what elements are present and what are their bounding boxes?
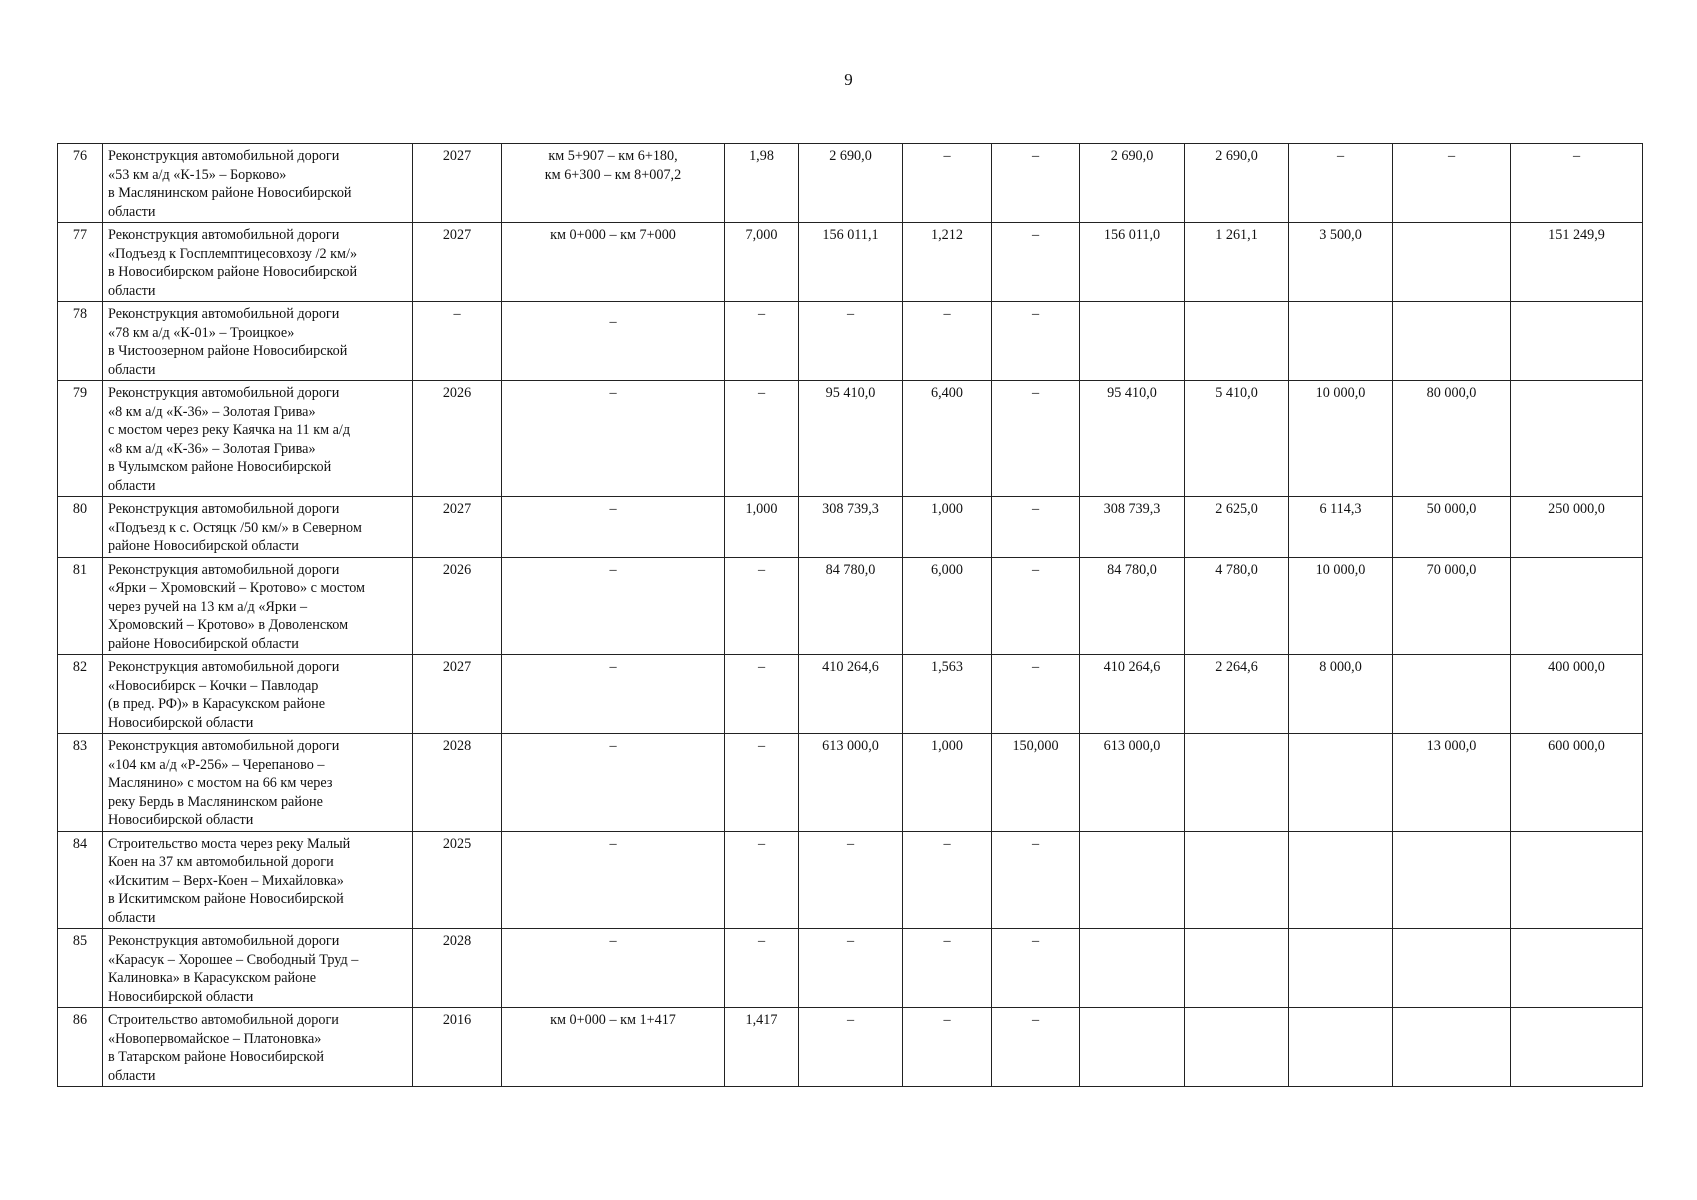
financing-cell-11: 10 000,0 xyxy=(1289,381,1393,497)
value-cell-7: – xyxy=(903,929,992,1008)
length-km-cell: – xyxy=(725,381,799,497)
object-name-cell xyxy=(103,144,413,223)
total-cost-cell: 84 780,0 xyxy=(799,557,903,655)
table-row xyxy=(58,302,1643,381)
object-name-line: Реконструкция автомобильной дороги xyxy=(108,738,340,754)
value-cell-8: – xyxy=(992,302,1080,381)
financing-total-cell: 2 690,0 xyxy=(1080,144,1185,223)
value-cell-7: – xyxy=(903,144,992,223)
value-cell-7: 1,563 xyxy=(903,655,992,734)
financing-cell-13 xyxy=(1511,557,1643,655)
value-cell-7: 6,400 xyxy=(903,381,992,497)
object-name-line: Реконструкция автомобильной дороги xyxy=(108,561,340,578)
year-cell: 2027 xyxy=(413,144,502,223)
year-cell: 2027 xyxy=(413,655,502,734)
object-name-line: «Искитим – Верх-Коен – Михайловка» xyxy=(108,872,344,889)
financing-cell-11 xyxy=(1289,302,1393,381)
object-name-cell xyxy=(103,655,413,734)
row-number-cell: 78 xyxy=(58,302,103,381)
object-name-line: Реконструкция автомобильной дороги xyxy=(108,148,340,164)
financing-cell-13: – xyxy=(1511,144,1643,223)
value-cell-7: 6,000 xyxy=(903,557,992,655)
object-name-line: «Подъезд к Госплемптицесовхозу /2 км/» xyxy=(108,245,358,262)
road-section-cell xyxy=(502,144,725,223)
financing-cell-11 xyxy=(1289,929,1393,1008)
object-name-line: в Искитимском районе Новосибирской xyxy=(108,891,344,907)
road-section-line: – xyxy=(609,501,617,517)
object-name-cell xyxy=(103,831,413,929)
object-name-line: Строительство автомобильной дороги xyxy=(108,1012,339,1028)
object-name-line: через ручей на 13 км а/д «Ярки – xyxy=(108,598,308,615)
year-cell: 2028 xyxy=(413,929,502,1008)
object-name-line: «Карасук – Хорошее – Свободный Труд – xyxy=(108,951,359,968)
object-name-line: «104 км а/д «Р-256» – Черепаново – xyxy=(108,756,325,773)
row-number-cell: 83 xyxy=(58,734,103,832)
object-name-line: области xyxy=(108,1067,156,1084)
road-section-cell xyxy=(502,929,725,1008)
object-name-line: Коен на 37 км автомобильной дороги xyxy=(108,854,334,870)
financing-cell-12: 80 000,0 xyxy=(1393,381,1511,497)
object-name-line: области xyxy=(108,361,156,378)
financing-total-cell xyxy=(1080,302,1185,381)
value-cell-7: – xyxy=(903,831,992,929)
total-cost-cell: 95 410,0 xyxy=(799,381,903,497)
value-cell-8: – xyxy=(992,929,1080,1008)
object-name-line: «53 км а/д «К-15» – Борково» xyxy=(108,166,287,183)
financing-total-cell: 84 780,0 xyxy=(1080,557,1185,655)
financing-cell-11 xyxy=(1289,1008,1393,1087)
table-row xyxy=(58,734,1643,832)
financing-cell-12 xyxy=(1393,929,1511,1008)
length-km-cell: – xyxy=(725,302,799,381)
object-name-line: (в пред. РФ)» в Карасукском районе xyxy=(108,696,326,712)
financing-cell-13 xyxy=(1511,381,1643,497)
value-cell-7: – xyxy=(903,302,992,381)
year-cell: 2016 xyxy=(413,1008,502,1087)
object-name-line: Реконструкция автомобильной дороги xyxy=(108,385,340,401)
object-name-line: «78 км а/д «К-01» – Троицкое» xyxy=(108,324,295,341)
object-name-line: области xyxy=(108,282,156,299)
value-cell-8: – xyxy=(992,1008,1080,1087)
table-row xyxy=(58,557,1643,655)
financing-total-cell xyxy=(1080,831,1185,929)
financing-cell-11: 3 500,0 xyxy=(1289,223,1393,302)
year-cell: 2025 xyxy=(413,831,502,929)
object-name-line: Реконструкция автомобильной дороги xyxy=(108,659,340,675)
total-cost-cell: 2 690,0 xyxy=(799,144,903,223)
object-name-cell xyxy=(103,381,413,497)
object-name-line: «Ярки – Хромовский – Кротово» с мостом xyxy=(108,580,366,596)
length-km-cell: – xyxy=(725,557,799,655)
object-name-cell xyxy=(103,497,413,558)
length-km-cell: – xyxy=(725,929,799,1008)
table-row xyxy=(58,497,1643,558)
length-km-cell: 7,000 xyxy=(725,223,799,302)
value-cell-8: – xyxy=(992,831,1080,929)
table-row xyxy=(58,655,1643,734)
road-section-line: км 5+907 – км 6+180, xyxy=(548,148,678,164)
road-section-cell xyxy=(502,381,725,497)
year-cell: 2026 xyxy=(413,557,502,655)
object-name-line: «Подъезд к с. Остяцк /50 км/» в Северном xyxy=(108,519,362,536)
table-row xyxy=(58,144,1643,223)
total-cost-cell: – xyxy=(799,929,903,1008)
road-section-cell xyxy=(502,497,725,558)
financing-cell-10 xyxy=(1185,302,1289,381)
road-section-cell xyxy=(502,1008,725,1087)
object-name-line: области xyxy=(108,909,156,926)
road-section-line: – xyxy=(609,561,617,578)
financing-cell-10 xyxy=(1185,734,1289,832)
road-section-line: – xyxy=(609,385,617,401)
financing-cell-13: 250 000,0 xyxy=(1511,497,1643,558)
road-section-line: км 6+300 – км 8+007,2 xyxy=(544,166,682,183)
object-name-cell xyxy=(103,734,413,832)
road-section-line: – xyxy=(609,738,617,754)
financing-cell-10: 1 261,1 xyxy=(1185,223,1289,302)
year-cell: 2027 xyxy=(413,223,502,302)
road-section-cell xyxy=(502,557,725,655)
value-cell-8: – xyxy=(992,223,1080,302)
total-cost-cell: 156 011,1 xyxy=(799,223,903,302)
financing-cell-12 xyxy=(1393,223,1511,302)
financing-cell-12 xyxy=(1393,302,1511,381)
total-cost-cell: 613 000,0 xyxy=(799,734,903,832)
row-number-cell: 77 xyxy=(58,223,103,302)
road-section-cell xyxy=(502,302,725,381)
financing-cell-12: 50 000,0 xyxy=(1393,497,1511,558)
total-cost-cell: – xyxy=(799,1008,903,1087)
object-name-line: Новосибирской области xyxy=(108,714,254,731)
object-name-line: в Маслянинском районе Новосибирской xyxy=(108,185,352,201)
road-section-cell xyxy=(502,655,725,734)
road-section-cell xyxy=(502,223,725,302)
financing-cell-11: 6 114,3 xyxy=(1289,497,1393,558)
value-cell-7: – xyxy=(903,1008,992,1087)
year-cell: – xyxy=(413,302,502,381)
object-name-line: Новосибирской области xyxy=(108,988,254,1005)
financing-total-cell: 95 410,0 xyxy=(1080,381,1185,497)
row-number-cell: 86 xyxy=(58,1008,103,1087)
object-name-line: «Новосибирск – Кочки – Павлодар xyxy=(108,677,319,694)
value-cell-8: – xyxy=(992,655,1080,734)
financing-cell-10 xyxy=(1185,831,1289,929)
year-cell: 2028 xyxy=(413,734,502,832)
total-cost-cell: – xyxy=(799,302,903,381)
financing-cell-11: 10 000,0 xyxy=(1289,557,1393,655)
object-name-line: с мостом через реку Каячка на 11 км а/д xyxy=(108,422,351,438)
object-name-line: Калиновка» в Карасукском районе xyxy=(108,970,317,986)
object-name-line: реку Бердь в Маслянинском районе xyxy=(108,793,323,810)
object-name-line: области xyxy=(108,203,156,220)
length-km-cell: – xyxy=(725,734,799,832)
financing-total-cell: 410 264,6 xyxy=(1080,655,1185,734)
object-name-line: в Татарском районе Новосибирской xyxy=(108,1049,324,1065)
object-name-cell xyxy=(103,929,413,1008)
financing-total-cell xyxy=(1080,1008,1185,1087)
financing-cell-10: 4 780,0 xyxy=(1185,557,1289,655)
object-name-line: Реконструкция автомобильной дороги xyxy=(108,501,340,517)
road-section-cell xyxy=(502,734,725,832)
financing-cell-12: 70 000,0 xyxy=(1393,557,1511,655)
row-number-cell: 80 xyxy=(58,497,103,558)
financing-cell-10: 2 690,0 xyxy=(1185,144,1289,223)
financing-cell-13 xyxy=(1511,1008,1643,1087)
year-cell: 2027 xyxy=(413,497,502,558)
value-cell-8: 150,000 xyxy=(992,734,1080,832)
object-name-line: Реконструкция автомобильной дороги xyxy=(108,933,340,949)
object-name-line: Новосибирской области xyxy=(108,812,254,828)
object-name-cell xyxy=(103,223,413,302)
object-name-line: в Чистоозерном районе Новосибирской xyxy=(108,343,348,359)
table-body xyxy=(58,144,1643,1087)
road-section-line: км 0+000 – км 7+000 xyxy=(550,227,676,243)
object-name-cell xyxy=(103,557,413,655)
financing-cell-11: – xyxy=(1289,144,1393,223)
financing-total-cell xyxy=(1080,929,1185,1008)
financing-total-cell: 156 011,0 xyxy=(1080,223,1185,302)
financing-total-cell: 308 739,3 xyxy=(1080,497,1185,558)
page-number: 9 xyxy=(844,70,853,89)
financing-cell-13 xyxy=(1511,831,1643,929)
table-row xyxy=(58,223,1643,302)
value-cell-7: 1,212 xyxy=(903,223,992,302)
object-name-cell xyxy=(103,1008,413,1087)
object-name-line: районе Новосибирской области xyxy=(108,635,299,652)
road-projects-table xyxy=(57,143,1643,1087)
length-km-cell: 1,98 xyxy=(725,144,799,223)
financing-cell-10: 2 264,6 xyxy=(1185,655,1289,734)
length-km-cell: 1,417 xyxy=(725,1008,799,1087)
object-name-line: районе Новосибирской области xyxy=(108,538,299,554)
row-number-cell: 85 xyxy=(58,929,103,1008)
value-cell-8: – xyxy=(992,557,1080,655)
object-name-line: «8 км а/д «К-36» – Золотая Грива» xyxy=(108,403,316,420)
financing-cell-13 xyxy=(1511,929,1643,1008)
financing-cell-10: 5 410,0 xyxy=(1185,381,1289,497)
financing-cell-11: 8 000,0 xyxy=(1289,655,1393,734)
value-cell-8: – xyxy=(992,144,1080,223)
row-number-cell: 81 xyxy=(58,557,103,655)
road-section-line: – xyxy=(609,835,617,852)
value-cell-7: 1,000 xyxy=(903,497,992,558)
table-row xyxy=(58,381,1643,497)
length-km-cell: 1,000 xyxy=(725,497,799,558)
road-section-line xyxy=(506,305,720,313)
table-row xyxy=(58,1008,1643,1087)
road-section-line: – xyxy=(609,933,617,949)
length-km-cell: – xyxy=(725,831,799,929)
financing-cell-12 xyxy=(1393,1008,1511,1087)
financing-cell-12: 13 000,0 xyxy=(1393,734,1511,832)
total-cost-cell: – xyxy=(799,831,903,929)
financing-cell-12 xyxy=(1393,831,1511,929)
road-section-line: – xyxy=(609,314,617,330)
object-name-line: области xyxy=(108,477,156,494)
road-section-line: – xyxy=(609,659,617,675)
financing-cell-12 xyxy=(1393,655,1511,734)
financing-cell-13: 600 000,0 xyxy=(1511,734,1643,832)
financing-cell-12: – xyxy=(1393,144,1511,223)
object-name-line: Реконструкция автомобильной дороги xyxy=(108,306,340,322)
object-name-line: в Новосибирском районе Новосибирской xyxy=(108,264,358,280)
financing-total-cell: 613 000,0 xyxy=(1080,734,1185,832)
financing-cell-11 xyxy=(1289,734,1393,832)
total-cost-cell: 308 739,3 xyxy=(799,497,903,558)
road-section-line: км 0+000 – км 1+417 xyxy=(550,1012,676,1028)
length-km-cell: – xyxy=(725,655,799,734)
financing-cell-13: 400 000,0 xyxy=(1511,655,1643,734)
row-number-cell: 79 xyxy=(58,381,103,497)
row-number-cell: 76 xyxy=(58,144,103,223)
row-number-cell: 84 xyxy=(58,831,103,929)
value-cell-8: – xyxy=(992,497,1080,558)
value-cell-8: – xyxy=(992,381,1080,497)
financing-cell-10: 2 625,0 xyxy=(1185,497,1289,558)
object-name-line: Строительство моста через реку Малый xyxy=(108,835,351,852)
table-row xyxy=(58,831,1643,929)
object-name-cell xyxy=(103,302,413,381)
object-name-line: Маслянино» с мостом на 66 км через xyxy=(108,775,333,791)
financing-cell-11 xyxy=(1289,831,1393,929)
object-name-line: в Чулымском районе Новосибирской xyxy=(108,459,332,475)
value-cell-7: 1,000 xyxy=(903,734,992,832)
object-name-line: Хромовский – Кротово» в Доволенском xyxy=(108,617,349,633)
financing-cell-10 xyxy=(1185,1008,1289,1087)
object-name-line: «Новопервомайское – Платоновка» xyxy=(108,1030,322,1047)
financing-cell-10 xyxy=(1185,929,1289,1008)
year-cell: 2026 xyxy=(413,381,502,497)
financing-cell-13: 151 249,9 xyxy=(1511,223,1643,302)
total-cost-cell: 410 264,6 xyxy=(799,655,903,734)
object-name-line: Реконструкция автомобильной дороги xyxy=(108,227,340,243)
financing-cell-13 xyxy=(1511,302,1643,381)
object-name-line: «8 км а/д «К-36» – Золотая Грива» xyxy=(108,440,316,457)
road-section-cell xyxy=(502,831,725,929)
row-number-cell: 82 xyxy=(58,655,103,734)
table-row xyxy=(58,929,1643,1008)
